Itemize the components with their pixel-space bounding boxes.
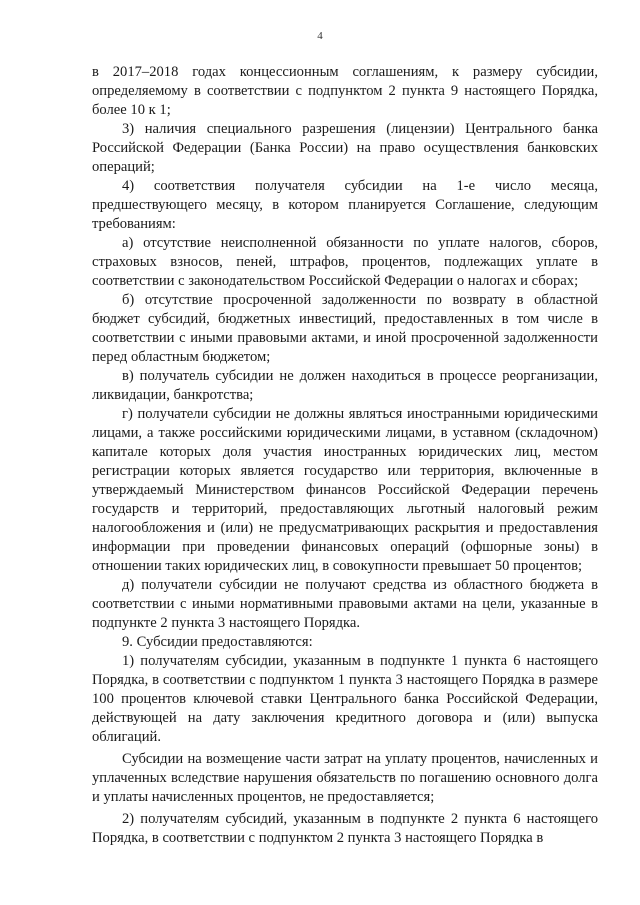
- paragraph-item-3: 3) наличия специального разрешения (лицензии) Центрального банка Российской Федерации (Банка России) на право осуществления банковских операций;: [92, 121, 598, 175]
- document-body: [92, 63, 598, 848]
- paragraph-section-9: 9. Субсидии предоставляются:: [122, 634, 313, 650]
- paragraph-subitem-d: д) получатели субсидии не получают средства из областного бюджета в соответствии с иными нормативными правовыми актами на цели, указанные в подпункте 2 пункта 3 настоящего Порядка.: [92, 577, 598, 631]
- paragraph-subitem-v: в) получатель субсидии не должен находиться в процессе реорганизации, ликвидации, банкротства;: [92, 368, 598, 403]
- paragraph-subitem-a: а) отсутствие неисполненной обязанности по уплате налогов, сборов, страховых взносов, пеней, штрафов, процентов, подлежащих уплате в соответствии с законодательством Российской Федерации о налогах и сборах;: [92, 235, 598, 289]
- paragraph-subitem-g: г) получатели субсидии не должны являться иностранными юридическими лицами, а также российскими юридическими лицами, в уставном (складочном) капитале которых доля участия иностранных юридических лиц, местом регистрации которых является государство или территория, включенные в утверждаемый Министерством финансов Российской Федерации перечень государств и территорий, предоставляющих льготный налоговый режим налогообложения и (или) не предусматривающих раскрытия и предоставления информации при проведении финансовых операций (офшорные зоны) в отношении таких юридических лиц, в совокупности превышает 50 процентов;: [92, 406, 598, 574]
- page-number: 4: [317, 30, 323, 42]
- paragraph-subitem-b: б) отсутствие просроченной задолженности по возврату в областной бюджет субсидий, бюджетных инвестиций, предоставленных в том числе в соответствии с иными правовыми актами, и иной просроченной задолженности перед областным бюджетом;: [92, 292, 598, 365]
- paragraph-9-note: Субсидии на возмещение части затрат на уплату процентов, начисленных и уплаченных вследствие нарушения обязательств по погашению основного долга и уплаты начисленных процентов, не предоставляется;: [92, 751, 598, 805]
- paragraph-continuation: в 2017–2018 годах концессионным соглашениям, к размеру субсидии, определяемому в соответствии с подпунктом 2 пункта 9 настоящего Порядка, более 10 к 1;: [92, 64, 598, 118]
- paragraph-9-item-1: 1) получателям субсидии, указанным в подпункте 1 пункта 6 настоящего Порядка, в соответствии с подпунктом 1 пункта 3 настоящего Порядка в размере 100 процентов ключевой ставки Центрального банка Российской Федерации, действующей на дату заключения кредитного договора и (или) выпуска облигаций.: [92, 653, 598, 745]
- paragraph-item-4: 4) соответствия получателя субсидии на 1-е число месяца, предшествующего месяцу, в котором планируется Соглашение, следующим требованиям:: [92, 178, 598, 232]
- paragraph-9-item-2: 2) получателям субсидий, указанным в подпункте 2 пункта 6 настоящего Порядка, в соответствии с подпунктом 2 пункта 3 настоящего Порядка в: [92, 811, 598, 846]
